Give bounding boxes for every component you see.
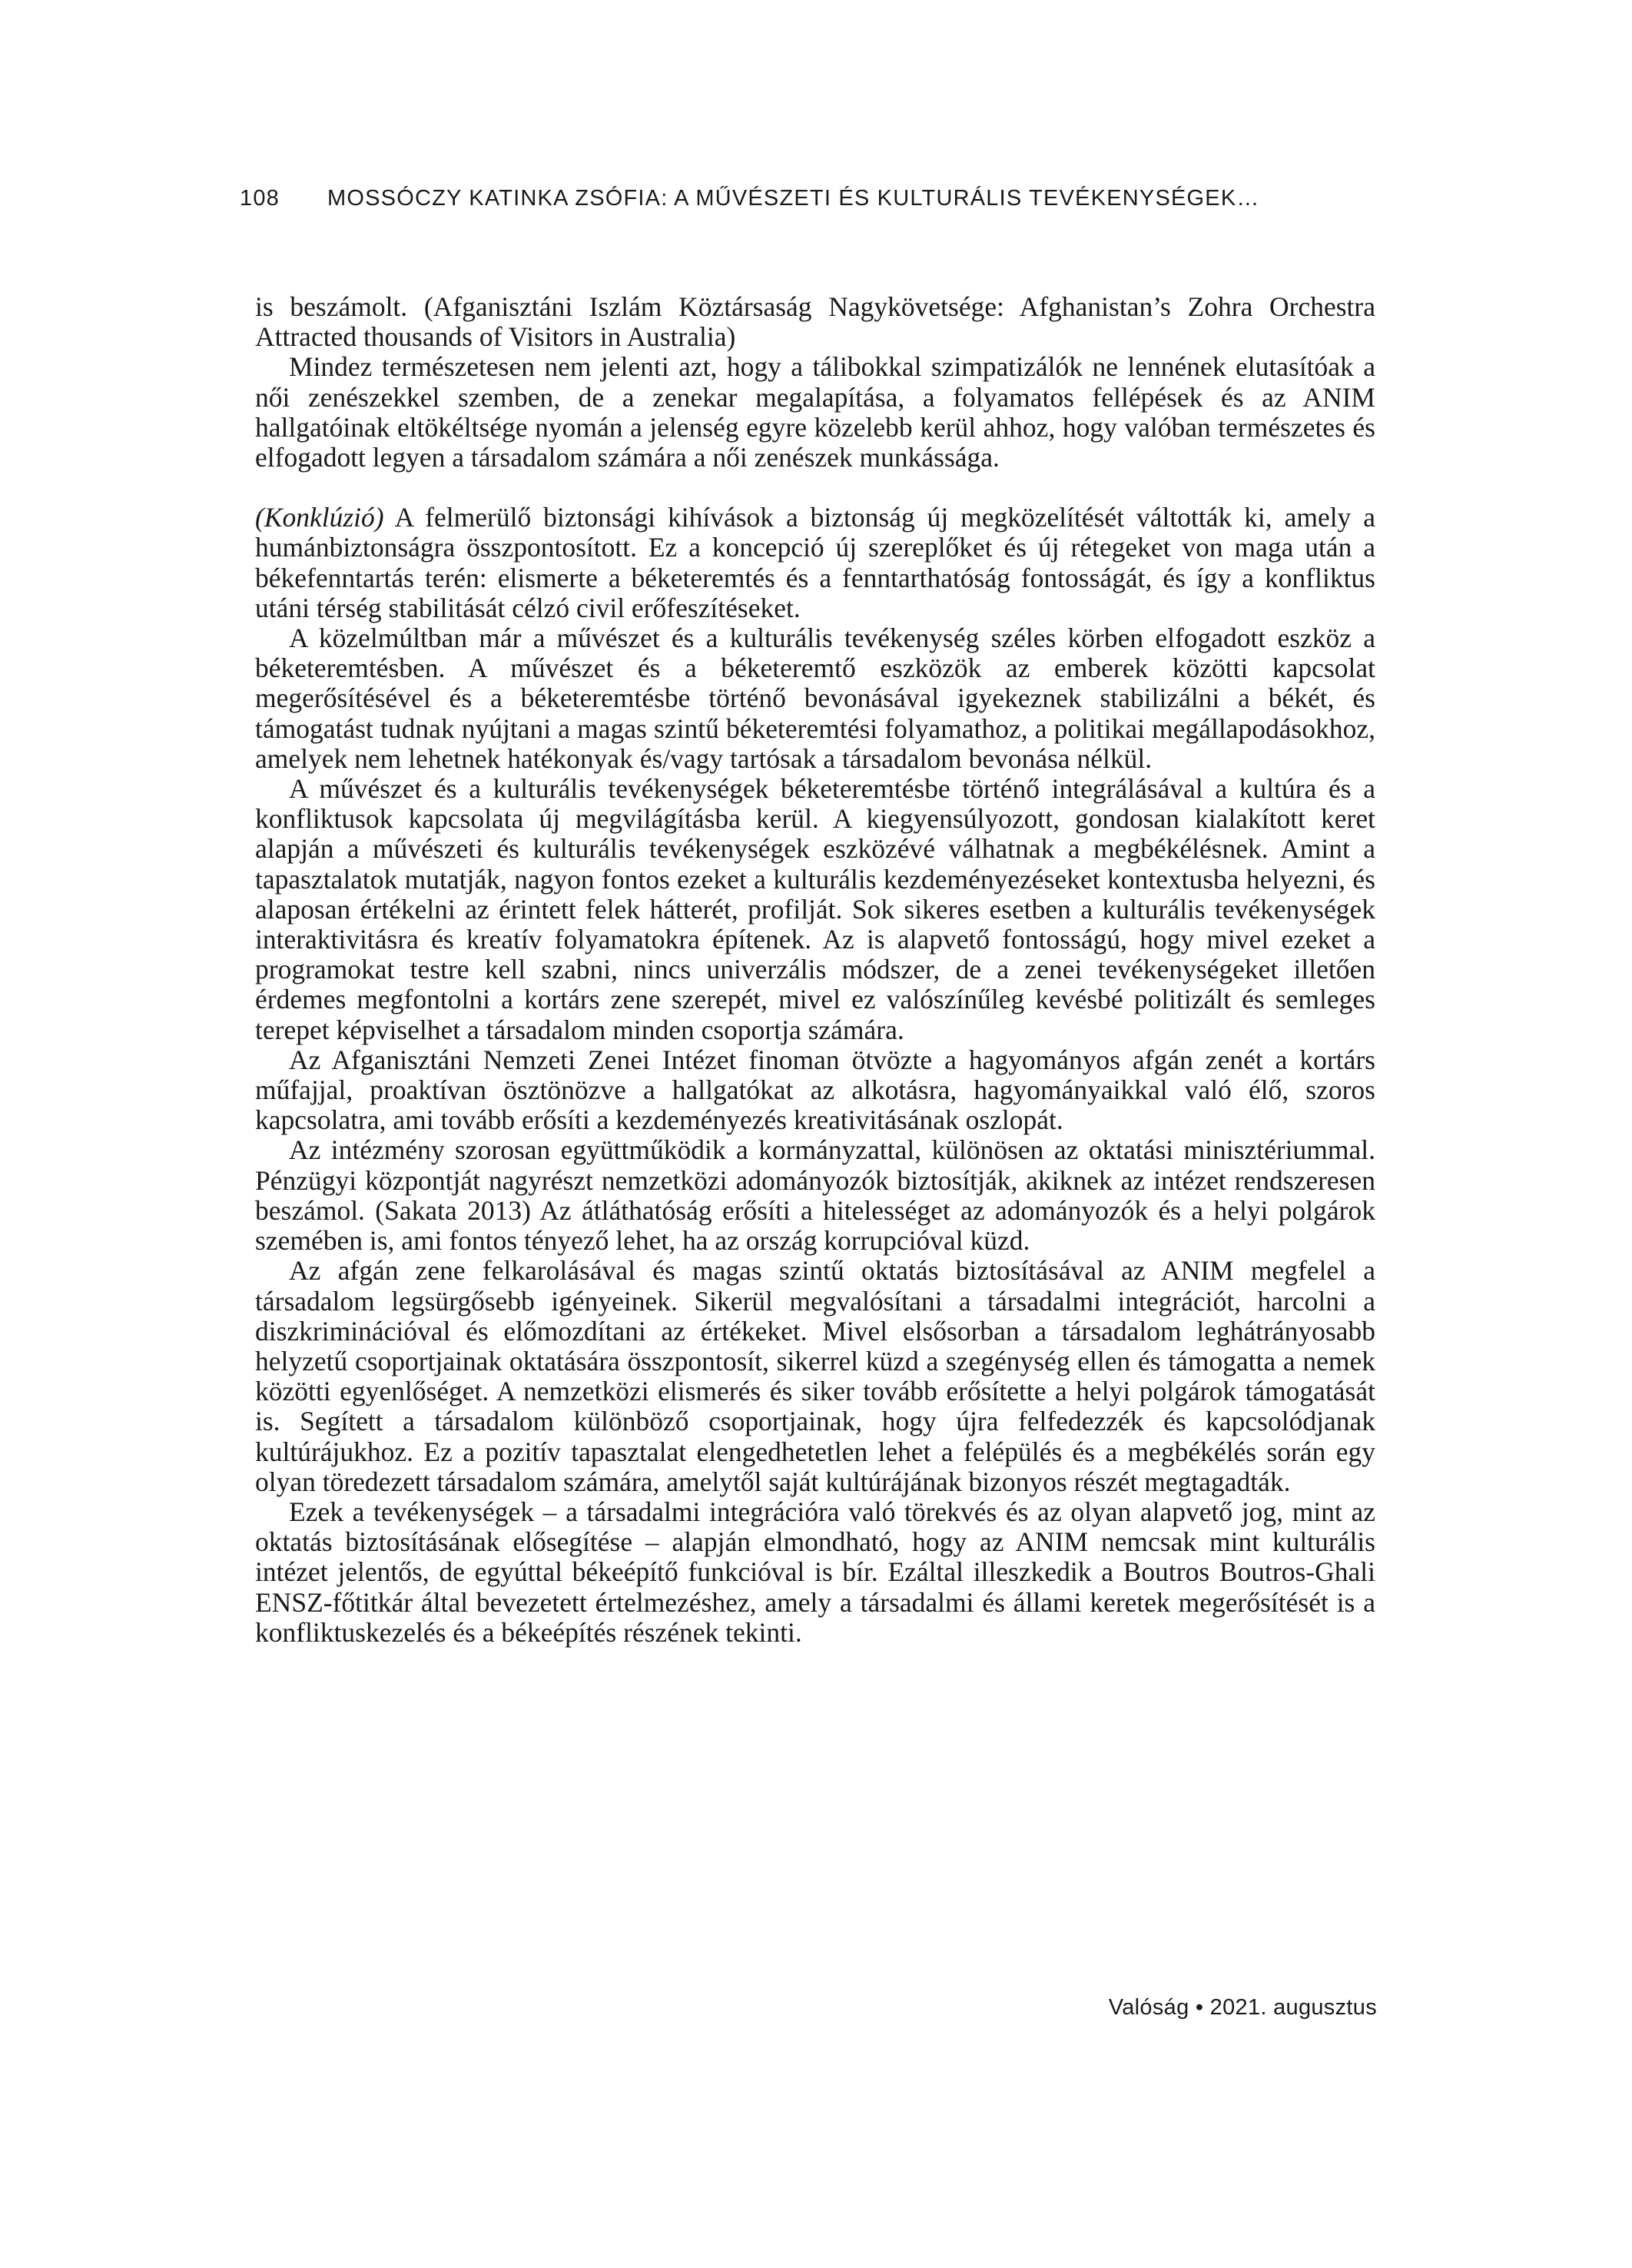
paragraph: Az afgán zene felkarolásával és magas szintű oktatás biztosításával az ANIM megfelel a társadalom legsürgősebb igényeinek. Sikerül megvalósítani a társadalmi integrációt, harcolni a diszkriminációval és előmozdítani az értékeket. Mivel elsősorban a társadalom leghátrányosabb helyzetű csoportjainak oktatására összpontosít, sikerrel küzd a szegénység ellen és támogatta a nemek közötti egyenlőséget. A nemzetközi elismerés és siker tovább erősítette a helyi polgárok támogatását is. Segített a társadalom különböző csoportjainak, hogy újra felfedezzék és kapcsolódjanak kultúrájukhoz. Ez a pozitív tapasztalat elengedhetetlen lehet a felépülés és a megbékélés során egy olyan töredezett társadalom számára, amelytől saját kultúrájának bizonyos részét megtagadták. (255, 1255, 1375, 1497)
paragraph: Mindez természetesen nem jelenti azt, hogy a tálibokkal szimpatizálók ne lennének elutasítóak a női zenészekkel szemben, de a zenekar megalapítása, a folyamatos fellépések és az ANIM hallgatóinak eltökéltsége nyomán a jelenség egyre közelebb kerül ahhoz, hogy valóban természetes és elfogadott legyen a társadalom számára a női zenészek munkássága. (255, 351, 1375, 473)
paragraph: A közelmúltban már a művészet és a kulturális tevékenység széles körben elfogadott eszköz a béketeremtésben. A művészet és a béketeremtő eszközök az emberek közötti kapcsolat megerősítésével és a béketeremtésbe történő bevonásával igyekeznek stabilizálni a békét, és támogatást tudnak nyújtani a magas szintű béketeremtési folyamathoz, a politikai megállapodásokhoz, amelyek nem lehetnek hatékonyak és/vagy tartósak a társadalom bevonása nélkül. (255, 623, 1375, 774)
running-header (240, 186, 1392, 211)
paragraph: Az Afganisztáni Nemzeti Zenei Intézet finoman ötvözte a hagyományos afgán zenét a kortárs műfajjal, proaktívan ösztönözve a hallgatókat az alkotásra, hagyományaikkal való élő, szoros kapcsolatra, ami tovább erősíti a kezdeményezés kreativitásának oszlopát. (255, 1044, 1375, 1136)
paragraph-text: A felmerülő biztonsági kihívások a biztonság új megközelítését váltották ki, amely a humánbiztonságra összpontosított. Ez a koncepció új szereplőket és új rétegeket von maga után a békefenntartás terén: elismerte a béketeremtés és a fenntarthatóság fontosságát, és így a konfliktus utáni térség stabilitását célzó civil erőfeszítéseket. (255, 502, 1375, 623)
journal-footer: Valóság • 2021. augusztus (1108, 1995, 1377, 2020)
paragraph: Ezek a tevékenységek – a társadalmi integrációra való törekvés és az olyan alapvető jog, mint az oktatás biztosításának elősegítése – alapján elmondható, hogy az ANIM nemcsak mint kulturális intézet jelentős, de egyúttal békeépítő funkcióval is bír. Ezáltal illeszkedik a Boutros Boutros-Ghali ENSZ-főtitkár által bevezetett értelmezéshez, amely a társadalmi és állami keretek megerősítését is a konfliktuskezelés és a békeépítés részének tekinti. (255, 1496, 1375, 1648)
paragraph: Az intézmény szorosan együttműködik a kormányzattal, különösen az oktatási minisztériummal. Pénzügyi központját nagyrészt nemzetközi adományozók biztosítják, akiknek az intézet rendszeresen beszámol. (Sakata 2013) Az átláthatóság erősíti a hitelességet az adományozók és a helyi polgárok szemében is, ami fontos tényező lehet, ha az ország korrupcióval küzd. (255, 1134, 1375, 1257)
page-number: 108 (240, 186, 280, 211)
conclusion-paragraph (255, 503, 1375, 623)
paragraph: is beszámolt. (Afganisztáni Iszlám Köztársaság Nagykövetsége: Afghanistan’s Zohra Orchestra Attracted thousands of Visitors in Australia) (255, 291, 1375, 353)
paragraph: A művészet és a kulturális tevékenységek béketeremtésbe történő integrálásával a kultúra és a konfliktusok kapcsolata új megvilágításba kerül. A kiegyensúlyozott, gondosan kialakított keret alapján a művészeti és kulturális tevékenységek eszközévé válhatnak a megbékélésnek. Amint a tapasztalatok mutatják, nagyon fontos ezeket a kulturális kezdeményezéseket kontextusba helyezni, és alaposan értékelni az érintett felek hátterét, profilját. Sok sikeres esetben a kulturális tevékenységek interaktivitásra és kreatív folyamatokra építenek. Az is alapvető fontosságú, hogy mivel ezeket a programokat testre kell szabni, nincs univerzális módszer, de a zenei tevékenységeket illetően érdemes megfontolni a kortárs zene szerepét, mivel ez valószínűleg kevésbé politizált és semleges terepet képviselhet a társadalom minden csoportja számára. (255, 773, 1375, 1045)
article-body (255, 292, 1375, 1648)
section-label: (Konklúzió) (255, 502, 384, 533)
running-title: MOSSÓCZY KATINKA ZSÓFIA: A MŰVÉSZETI ÉS KULTURÁLIS TEVÉKENYSÉGEK… (327, 186, 1260, 211)
